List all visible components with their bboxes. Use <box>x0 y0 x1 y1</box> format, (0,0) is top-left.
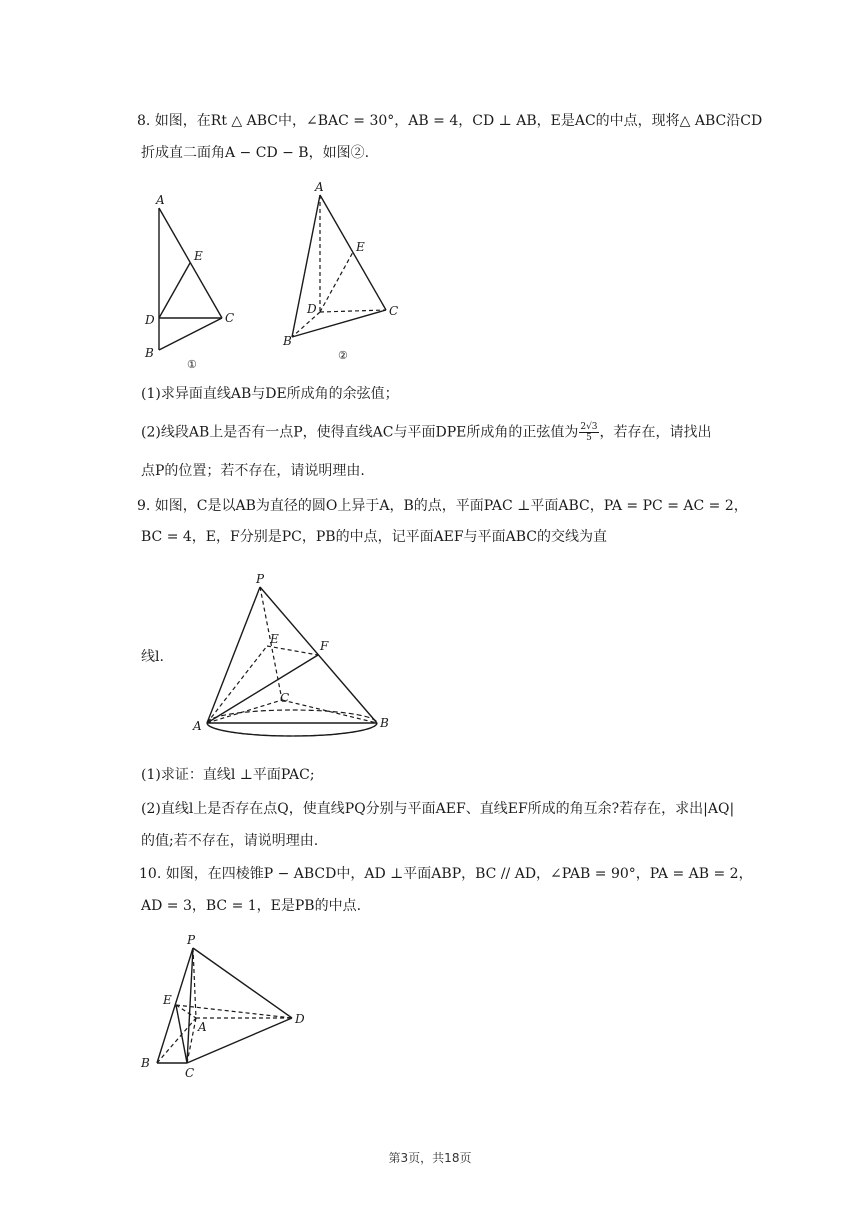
q8-figure-1 <box>140 190 250 375</box>
q9-fig-label-p: P <box>256 572 265 586</box>
q9-stem-line2: BC = 4，E，F分别是PC，PB的中点，记平面AEF与平面ABC的交线为直 <box>141 529 607 545</box>
q8-fig1-label-c: C <box>225 311 235 325</box>
q8-stem-line1: 8. 如图，在Rt △ ABC中，∠BAC = 30°，AB = 4，CD ⊥ AB，E是AC的中点，现将△ ABC沿CD <box>137 113 763 129</box>
q9-fig-label-c: C <box>280 691 290 705</box>
q8-fraction-numerator: 2√3 <box>580 422 598 432</box>
q8-part2-text-before: (2)线段AB上是否有一点P，使得直线AC与平面DPE所成角的正弦值为 <box>141 424 579 441</box>
q10-fig-label-p: P <box>187 933 196 947</box>
q10-stem-line1: 10. 如图，在四棱锥P − ABCD中，AD ⊥平面ABP，BC // AD，∠PAB = 90°，PA = AB = 2， <box>139 866 753 882</box>
q8-part2-line1 <box>141 422 712 443</box>
q8-fig2-caption: ② <box>338 349 348 362</box>
q9-part2-line1: (2)直线l上是否存在点Q，使直线PQ分别与平面AEF、直线EF所成的角互余?若存在，求出|AQ| <box>141 801 735 817</box>
q9-part2-line2: 的值;若不存在，请说明理由. <box>141 833 319 849</box>
q8-fraction-denominator: 5 <box>586 433 592 443</box>
q8-stem-line2: 折成直二面角A − CD − B，如图②. <box>141 145 370 161</box>
q10-fig-label-b: B <box>141 1056 150 1070</box>
q8-fig2-label-e: E <box>356 240 365 254</box>
q10-figure <box>135 930 315 1080</box>
q8-fig1-label-b: B <box>145 346 154 360</box>
q8-fig1-label-a: A <box>156 193 165 207</box>
q9-fig-label-f: F <box>320 639 329 653</box>
q8-part1: (1)求异面直线AB与DE所成角的余弦值； <box>141 386 399 402</box>
q8-fig1-label-d: D <box>145 313 155 327</box>
q9-figure <box>190 570 400 750</box>
q10-fig-label-e: E <box>163 993 172 1007</box>
q9-stem-line3: 线l. <box>141 649 164 665</box>
q8-part2-fraction <box>579 422 598 443</box>
q9-fig-label-b: B <box>380 716 389 730</box>
q9-stem-line1: 9. 如图，C是以AB为直径的圆O上异于A，B的点，平面PAC ⊥平面ABC，PA = PC = AC = 2， <box>137 498 748 514</box>
q9-fig-label-a: A <box>193 719 202 733</box>
q8-figure-2 <box>280 175 410 360</box>
q8-fig2-label-c: C <box>389 304 399 318</box>
q9-part1: (1)求证：直线l ⊥平面PAC; <box>141 767 315 783</box>
q8-part2-text-after: ，若存在，请找出 <box>599 424 712 441</box>
q8-fig2-label-a: A <box>315 180 324 194</box>
q10-fig-label-c: C <box>185 1066 195 1080</box>
q8-fig1-caption: ① <box>187 358 197 371</box>
q9-fig-label-e: E <box>270 632 279 646</box>
q8-fig1-label-e: E <box>194 249 203 263</box>
q10-fig-label-a: A <box>198 1020 207 1034</box>
q8-fig2-label-b: B <box>283 334 292 348</box>
page-footer: 第3页，共18页 <box>388 1151 472 1165</box>
q10-fig-label-d: D <box>295 1012 305 1026</box>
q10-stem-line2: AD = 3，BC = 1，E是PB的中点. <box>141 898 362 914</box>
q8-part2-line2: 点P的位置；若不存在，请说明理由. <box>141 463 365 479</box>
q8-fig2-label-d: D <box>307 302 317 316</box>
